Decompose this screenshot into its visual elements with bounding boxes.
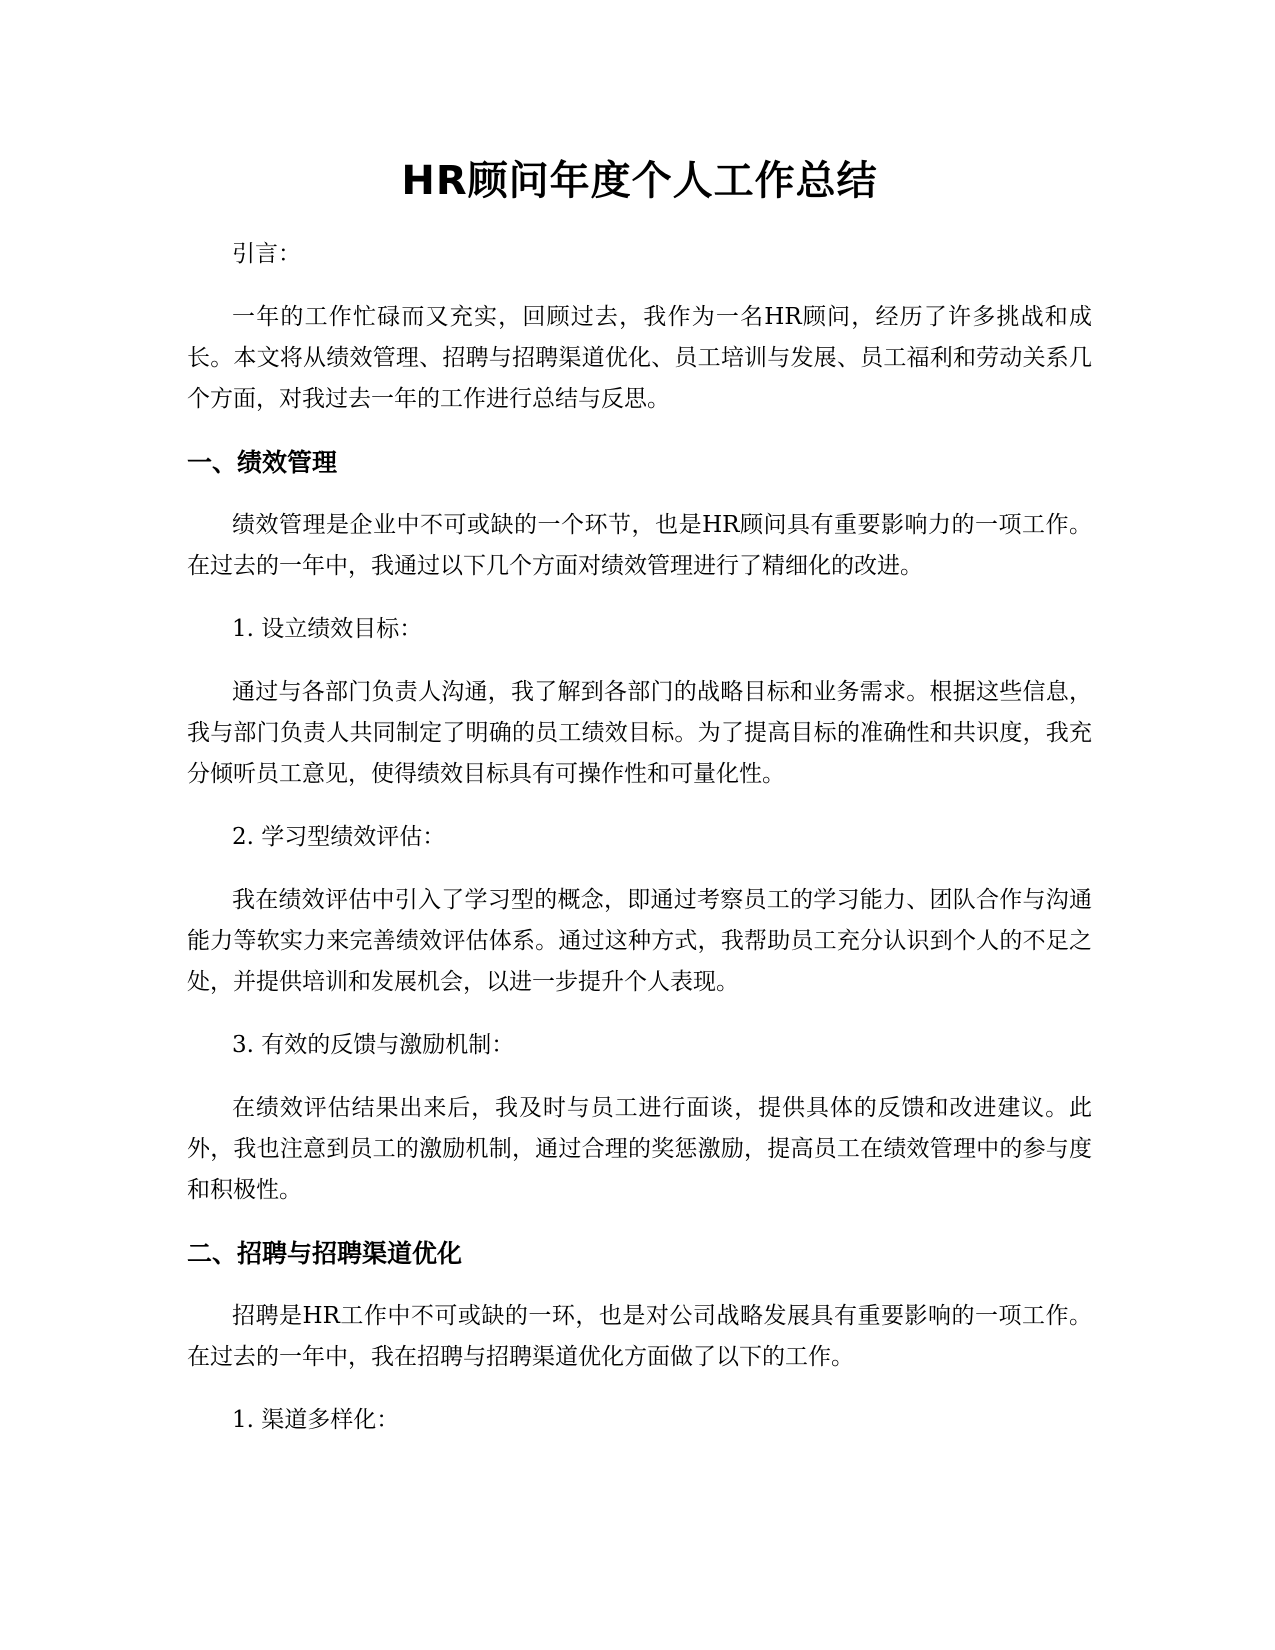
document-title: HR顾问年度个人工作总结 xyxy=(401,158,878,204)
item-text-feedback: 在绩效评估结果出来后，我及时与员工进行面谈，提供具体的反馈和改进建议。此外，我也注意到员工的激励机制，通过合理的奖惩激励，提高员工在绩效管理中的参与度和积极性。 xyxy=(187,1095,1092,1203)
section-heading-recruitment: 二、招聘与招聘渠道优化 xyxy=(187,1239,463,1268)
item-title-feedback: 3. 有效的反馈与激励机制： xyxy=(232,1032,515,1058)
section-intro-performance: 绩效管理是企业中不可或缺的一个环节，也是HR顾问具有重要影响力的一项工作。在过去的一年中，我通过以下几个方面对绩效管理进行了精细化的改进。 xyxy=(187,512,1092,579)
section-heading-performance: 一、绩效管理 xyxy=(187,448,338,477)
intro-paragraph: 一年的工作忙碌而又充实，回顾过去，我作为一名HR顾问，经历了许多挑战和成长。本文将从绩效管理、招聘与招聘渠道优化、员工培训与发展、员工福利和劳动关系几个方面，对我过去一年的工作进行总结与反思。 xyxy=(187,304,1092,412)
item-text-learning-evaluation: 我在绩效评估中引入了学习型的概念，即通过考察员工的学习能力、团队合作与沟通能力等软实力来完善绩效评估体系。通过这种方式，我帮助员工充分认识到个人的不足之处，并提供培训和发展机会，以进一步提升个人表现。 xyxy=(187,887,1092,995)
item-title-learning-evaluation: 2. 学习型绩效评估： xyxy=(232,824,446,850)
item-title-goals: 1. 设立绩效目标： xyxy=(232,616,423,642)
section-intro-recruitment: 招聘是HR工作中不可或缺的一环，也是对公司战略发展具有重要影响的一项工作。在过去的一年中，我在招聘与招聘渠道优化方面做了以下的工作。 xyxy=(187,1303,1092,1370)
intro-label: 引言： xyxy=(232,241,301,267)
item-text-goals: 通过与各部门负责人沟通，我了解到各部门的战略目标和业务需求。根据这些信息，我与部门负责人共同制定了明确的员工绩效目标。为了提高目标的准确性和共识度，我充分倾听员工意见，使得绩效目标具有可操作性和可量化性。 xyxy=(187,679,1092,787)
document-page xyxy=(187,0,1092,1441)
item-title-channels: 1. 渠道多样化： xyxy=(232,1407,400,1433)
